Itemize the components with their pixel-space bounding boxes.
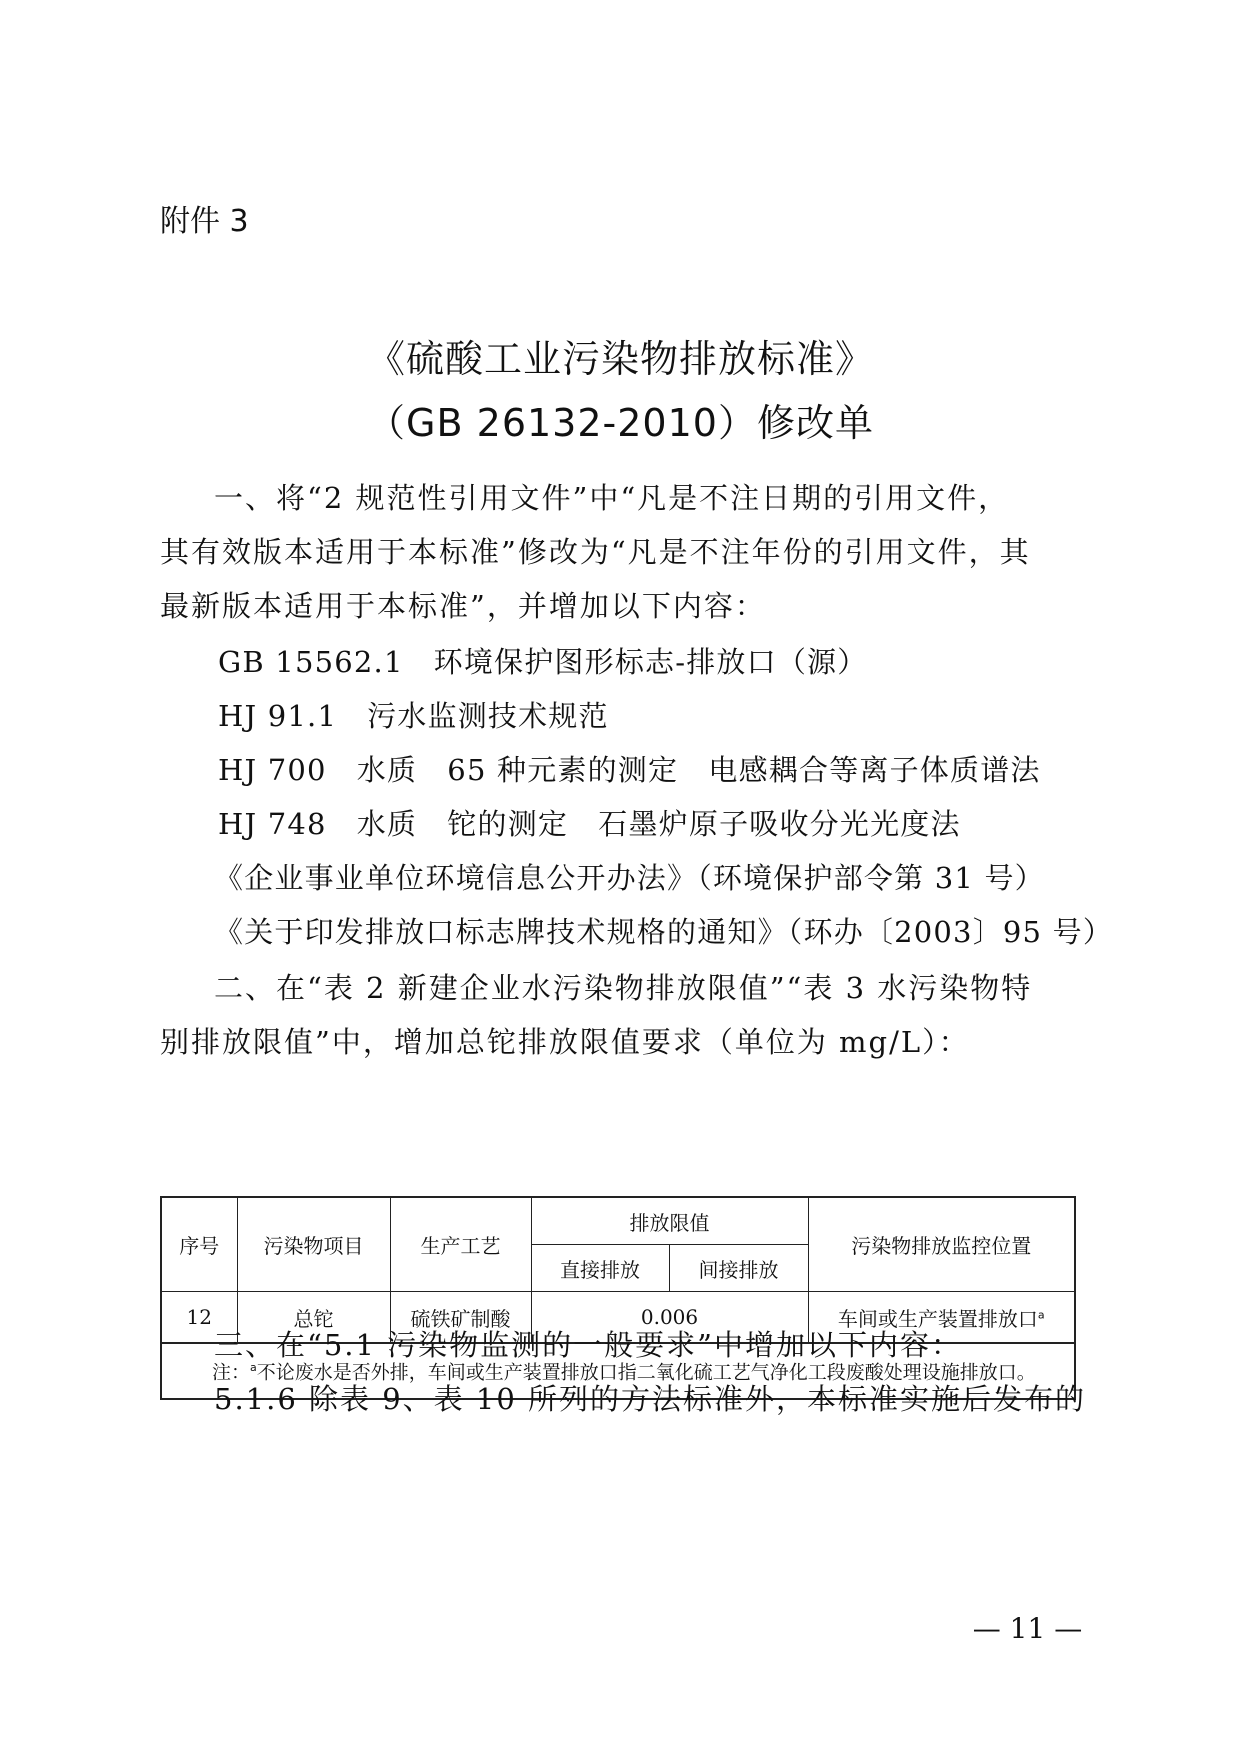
header-item: 污染物项目 — [237, 1198, 390, 1292]
reference-code: HJ 700 — [218, 753, 327, 787]
paragraph-2-line-1: 二、在“表 2 新建企业水污染物排放限值”“表 3 水污染物特 — [214, 971, 1033, 1005]
footnote-mark: a — [1037, 1307, 1045, 1321]
document-title-line1: 《硫酸工业污染物排放标准》 — [366, 337, 874, 381]
footnote-mark: a — [250, 1361, 257, 1374]
reference-document-2: 《关于印发排放口标志牌技术规格的通知》（环办〔2003〕95 号） — [214, 915, 1114, 949]
reference-item — [218, 640, 867, 681]
reference-code: GB 15562.1 — [218, 645, 404, 679]
header-direct: 直接排放 — [531, 1245, 669, 1292]
note-text: 不论废水是否外排，车间或生产装置排放口指二氧化硫工艺气净化工段废酸处理设施排放口。 — [256, 1361, 1036, 1384]
reference-title: 水质 65 种元素的测定 电感耦合等离子体质谱法 — [356, 753, 1041, 787]
attachment-label: 附件 3 — [160, 204, 249, 239]
paragraph-2-line-2: 别排放限值”中，增加总铊排放限值要求（单位为 mg/L）： — [160, 1025, 970, 1059]
cell-process: 硫铁矿制酸 — [390, 1292, 531, 1343]
reference-title: 污水监测技术规范 — [367, 699, 609, 733]
paragraph-1-line-3: 最新版本适用于本标准”，并增加以下内容： — [160, 589, 766, 623]
reference-item — [218, 694, 609, 735]
note-prefix: 注： — [212, 1361, 251, 1384]
reference-document-1: 《企业事业单位环境信息公开办法》（环境保护部令第 31 号） — [214, 861, 1045, 895]
document-title-line2: （GB 26132-2010）修改单 — [367, 401, 874, 445]
reference-item — [218, 802, 961, 843]
reference-title: 环境保护图形标志-排放口（源） — [433, 645, 868, 679]
paragraph-4: 5.1.6 除表 9、表 10 所列的方法标准外，本标准实施后发布的 — [214, 1382, 1087, 1416]
header-indirect: 间接排放 — [669, 1245, 808, 1292]
page-number — [0, 1612, 1241, 1645]
header-limit: 排放限值 — [531, 1198, 808, 1245]
cell-item: 总铊 — [237, 1292, 390, 1343]
header-process: 生产工艺 — [390, 1198, 531, 1292]
page-number-text: — 11 — — [972, 1612, 1083, 1645]
cell-seq: 12 — [162, 1292, 237, 1343]
header-seq: 序号 — [162, 1198, 237, 1292]
cell-value: 0.006 — [531, 1292, 808, 1343]
pollutant-limit-table — [160, 1196, 1076, 1400]
reference-item — [218, 748, 1041, 789]
paragraph-1-line-2: 其有效版本适用于本标准”修改为“凡是不注年份的引用文件，其 — [160, 535, 1031, 569]
paragraph-1-line-1: 一、将“2 规范性引用文件”中“凡是不注日期的引用文件， — [214, 481, 1010, 515]
reference-code: HJ 91.1 — [218, 699, 338, 733]
cell-position-text: 车间或生产装置排放口 — [837, 1306, 1038, 1331]
reference-code: HJ 748 — [218, 807, 327, 841]
header-position: 污染物排放监控位置 — [808, 1198, 1074, 1292]
paragraph-3: 三、在“5.1 污染物监测的一般要求”中增加以下内容： — [214, 1328, 962, 1362]
reference-title: 水质 铊的测定 石墨炉原子吸收分光光度法 — [356, 807, 961, 841]
